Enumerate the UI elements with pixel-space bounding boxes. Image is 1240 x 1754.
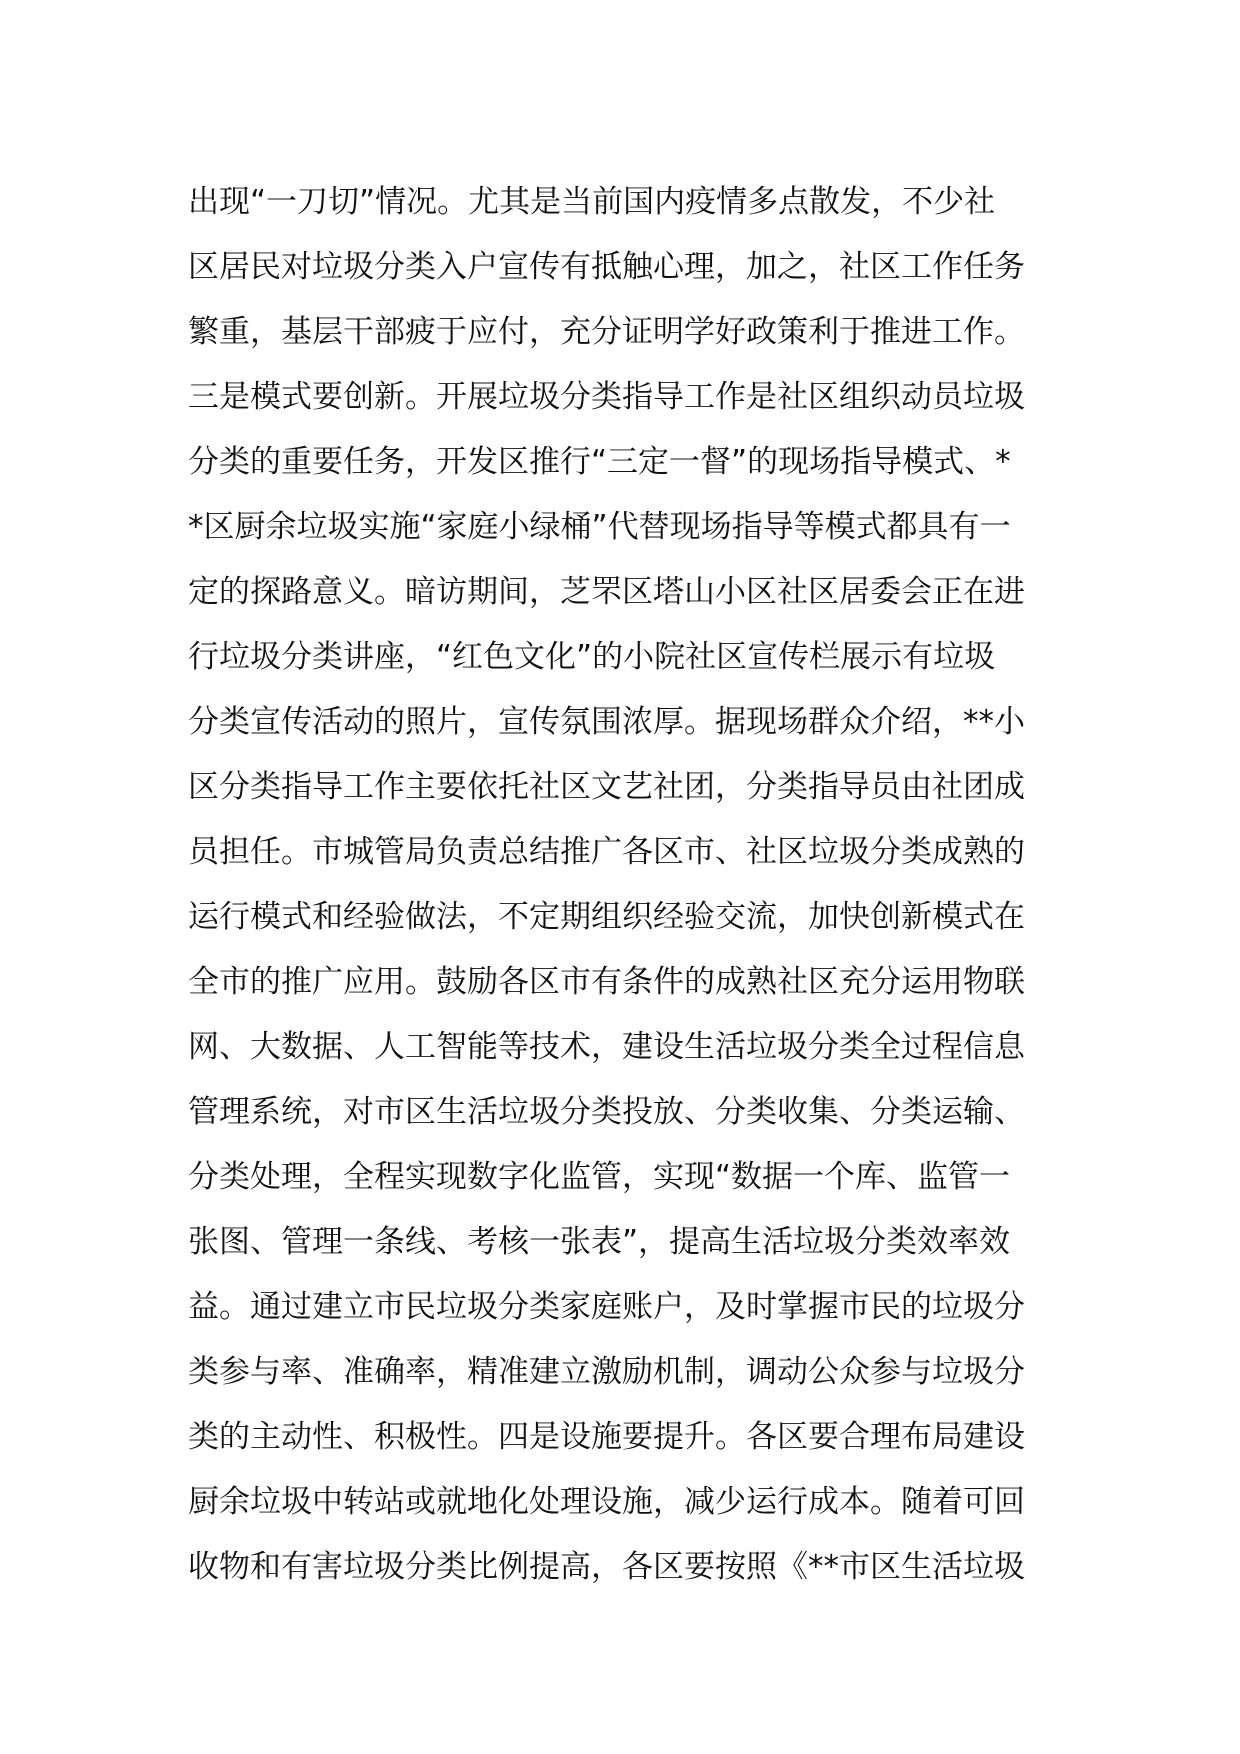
text-line: 三是模式要创新。开展垃圾分类指导工作是社区组织动员垃圾 [188,379,1025,415]
text-line: *区厨余垃圾实施“家庭小绿桶”代替现场指导等模式都具有一 [188,509,1011,545]
text-line: 区居民对垃圾分类入户宣传有抵触心理，加之，社区工作任务 [188,249,1025,285]
text-line: 分类的重要任务，开发区推行“三定一督”的现场指导模式、* [188,444,1011,480]
text-line: 类参与率、准确率，精准建立激励机制，调动公众参与垃圾分 [188,1354,1025,1390]
text-line: 繁重，基层干部疲于应付，充分证明学好政策利于推进工作。 [188,314,1025,350]
text-line: 类的主动性、积极性。四是设施要提升。各区要合理布局建设 [188,1419,1025,1455]
text-line: 出现“一刀切”情况。尤其是当前国内疫情多点散发，不少社 [188,184,996,220]
text-line: 全市的推广应用。鼓励各区市有条件的成熟社区充分运用物联 [188,964,1025,1000]
text-line: 网、大数据、人工智能等技术，建设生活垃圾分类全过程信息 [188,1029,1025,1065]
text-line: 张图、管理一条线、考核一张表”，提高生活垃圾分类效率效 [188,1224,1011,1260]
text-line: 分类宣传活动的照片，宣传氛围浓厚。据现场群众介绍，**小 [188,704,1025,740]
text-line: 定的探路意义。暗访期间，芝罘区塔山小区社区居委会正在进 [188,574,1025,610]
body-text [188,170,1068,1600]
text-line: 益。通过建立市民垃圾分类家庭账户，及时掌握市民的垃圾分 [188,1289,1025,1325]
text-line: 收物和有害垃圾分类比例提高，各区要按照《**市区生活垃圾 [188,1549,1025,1585]
text-line: 区分类指导工作主要依托社区文艺社团，分类指导员由社团成 [188,769,1025,805]
text-line: 厨余垃圾中转站或就地化处理设施，减少运行成本。随着可回 [188,1484,1025,1520]
text-line: 管理系统，对市区生活垃圾分类投放、分类收集、分类运输、 [188,1094,1025,1130]
text-line: 运行模式和经验做法，不定期组织经验交流，加快创新模式在 [188,899,1025,935]
text-line: 分类处理，全程实现数字化监管，实现“数据一个库、监管一 [188,1159,1011,1195]
text-line: 员担任。市城管局负责总结推广各区市、社区垃圾分类成熟的 [188,834,1025,870]
text-line: 行垃圾分类讲座，“红色文化”的小院社区宣传栏展示有垃圾 [188,639,996,675]
